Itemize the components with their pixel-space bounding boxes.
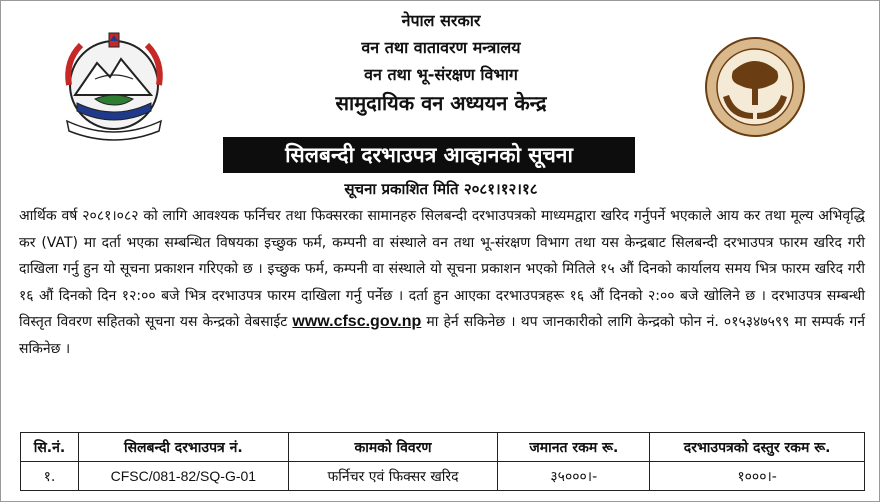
cell-tender-number: CFSC/081-82/SQ-G-01 xyxy=(78,462,288,491)
office-name: सामुदायिक वन अध्ययन केन्द्र xyxy=(335,91,547,115)
header-tender-number: सिलबन्दी दरभाउपत्र नं. xyxy=(78,433,288,462)
notice-body xyxy=(19,203,865,362)
header-work-description: कामको विवरण xyxy=(288,433,498,462)
cell-bid-security: ३५०००।- xyxy=(498,462,650,491)
publication-date: सूचना प्रकाशित मिति २०८१।१२।१८ xyxy=(344,180,538,198)
header-serial: सि.नं. xyxy=(21,433,79,462)
ministry-name: वन तथा वातावरण मन्त्रालय xyxy=(361,38,521,57)
notice-body-part2: मा हेर्न सकिनेछ । थप जानकारीको लागि केन्द्रको फोन नं. ०१५३४७५९९ मा सम्पर्क गर्न सकिनेछ । xyxy=(19,314,865,357)
header-bid-security: जमानत रकम रू. xyxy=(498,433,650,462)
cell-tender-fee: १०००।- xyxy=(650,462,865,491)
cell-serial: १. xyxy=(21,462,79,491)
notice-body-part1: आर्थिक वर्ष २०८१।०८२ को लागि आवश्यक फर्निचर तथा फिक्सरका सामानहरु सिलबन्दी दरभाउपत्रको माध्यमद्वारा खरिद गर्नुपर्ने भएकाले आय कर तथा मूल्य अभिवृद्धि कर (VAT) मा दर्ता भएका सम्बन्धित विषयका इच्छुक फर्म, कम्पनी वा संस्थाले वन तथा भू-संरक्षण विभाग तथा यस केन्द्रबाट सिलबन्दी दरभाउपत्र फारम खरिद गरी दाखिला गर्नु हुन यो सूचना प्रकाशन गरिएको छ । इच्छुक फर्म, कम्पनी वा संस्थाले यो सूचना प्रकाशन भएको मितिले १५ औं दिनको कार्यालय समय भित्र फारम खरिद गरी १६ औं दिनको दिन १२:०० बजे भित्र दरभाउपत्र फारम दाखिला गर्नु पर्नेछ । दर्ता हुन आएका दरभाउपत्रहरू १६ औं दिनको २:०० बजे खोलिने छ । दरभाउपत्र सम्बन्धी विस्तृत विवरण सहितको सूचना यस केन्द्रको वेबसाईट xyxy=(19,208,865,330)
office-header xyxy=(1,7,880,118)
table-header-row xyxy=(21,433,865,462)
tender-table xyxy=(20,432,865,491)
government-name: नेपाल सरकार xyxy=(401,11,481,30)
cell-work-description: फर्निचर एवं फिक्सर खरिद xyxy=(288,462,498,491)
notice-title-banner: सिलबन्दी दरभाउपत्र आव्हानको सूचना xyxy=(223,137,635,173)
department-name: वन तथा भू-संरक्षण विभाग xyxy=(364,65,518,84)
website-link[interactable]: www.cfsc.gov.np xyxy=(292,313,422,330)
header-tender-fee: दरभाउपत्रको दस्तुर रकम रू. xyxy=(650,433,865,462)
table-row xyxy=(21,462,865,491)
